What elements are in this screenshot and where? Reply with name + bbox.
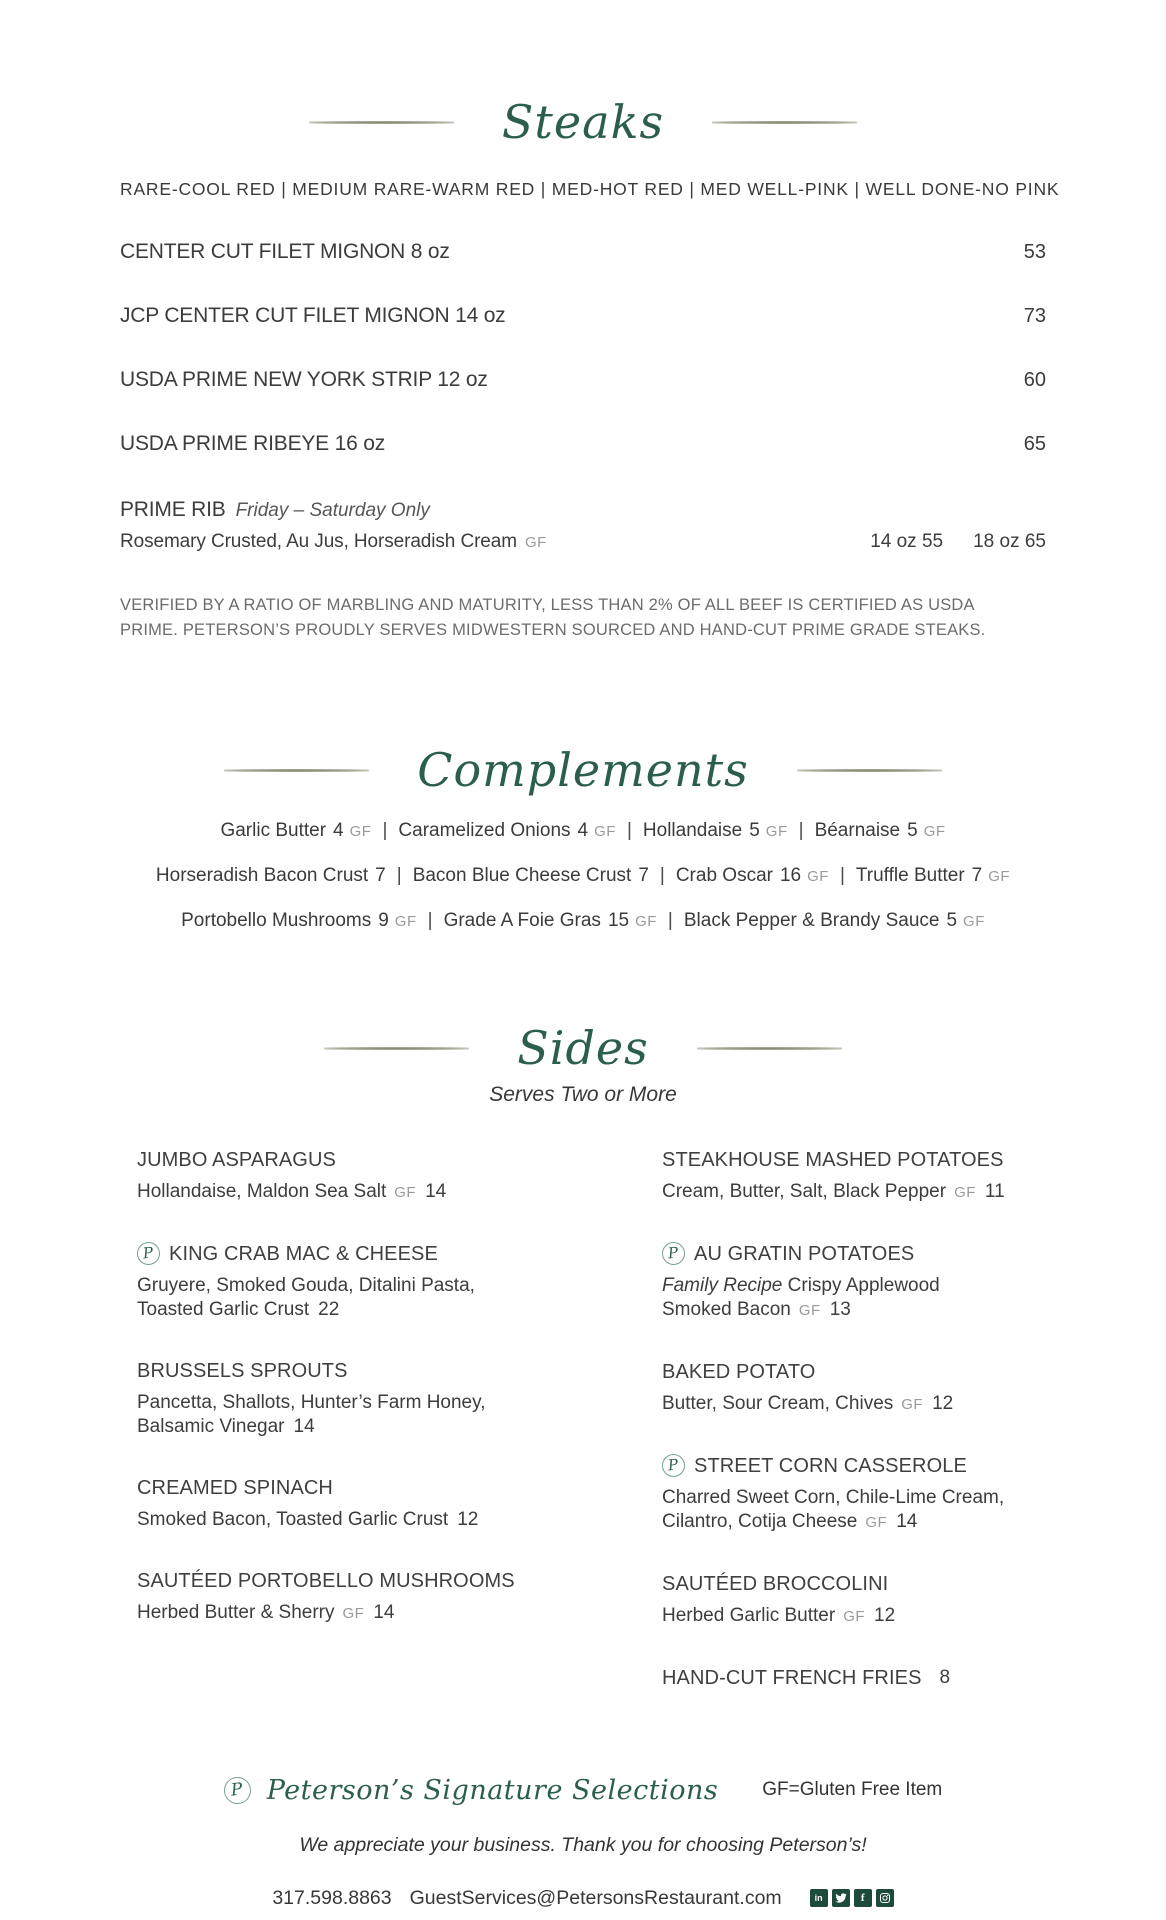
description-text: Hollandaise, Maldon Sea Salt	[137, 1180, 387, 1202]
side-description	[137, 1274, 662, 1322]
side-item	[662, 1147, 1086, 1205]
complements-line	[0, 864, 1166, 889]
side-price: 14	[425, 1180, 447, 1202]
twitter-icon[interactable]	[832, 1889, 850, 1907]
steak-price: 73	[1023, 304, 1046, 327]
prime-rib-name-row	[120, 498, 1046, 522]
steak-item	[120, 432, 1046, 456]
steak-price: 53	[1023, 240, 1046, 263]
sides-grid	[0, 1147, 1166, 1727]
twitter-bird-glyph	[835, 1892, 847, 1904]
signature-selections-label: Peterson’s Signature Selections	[266, 1774, 719, 1806]
sides-right-column	[662, 1147, 1086, 1727]
gluten-free-tag: GF	[798, 1301, 821, 1319]
steak-name: USDA PRIME NEW YORK STRIP 12 oz	[120, 367, 488, 391]
gluten-free-tag: GF	[865, 1513, 888, 1531]
footer	[0, 1775, 1166, 1910]
complements-heading	[0, 744, 1166, 797]
side-price: 22	[318, 1298, 340, 1320]
complement-price: 16	[779, 864, 802, 886]
steak-price: 60	[1023, 368, 1046, 391]
description-text: Butter, Sour Cream, Chives	[662, 1392, 894, 1414]
prime-rib-desc-row	[120, 531, 1046, 553]
side-price: 11	[984, 1180, 1005, 1202]
side-price: 13	[829, 1298, 851, 1320]
gluten-free-tag: GF	[349, 822, 372, 840]
facebook-glyph: f	[860, 1891, 865, 1904]
complements-line	[0, 909, 1166, 934]
usda-disclaimer: VERIFIED BY A RATIO OF MARBLING AND MATURITY, LESS THAN 2% OF ALL BEEF IS CERTIFIED AS USDA PRIME. PETERSON’S PROUDLY SERVES MIDWESTERN SOURCED AND HAND-CUT PRIME GRADE STEAKS.	[120, 595, 986, 640]
description-text: Cilantro, Cotija Cheese	[662, 1510, 858, 1532]
side-price: 14	[373, 1601, 395, 1623]
gf-legend: GF=Gluten Free Item	[762, 1779, 943, 1801]
complement-name: Crab Oscar	[675, 864, 773, 886]
linkedin-glyph: in	[814, 1892, 823, 1903]
complement-price: 4	[577, 819, 589, 841]
price-18oz: 18 oz 65	[973, 530, 1046, 552]
steak-list	[120, 240, 1046, 456]
complement-name: Grade A Foie Gras	[443, 909, 601, 931]
complements-line	[0, 819, 1166, 844]
description-text: Crispy Applewood	[787, 1274, 940, 1296]
steak-name: USDA PRIME RIBEYE 16 oz	[120, 431, 385, 455]
complement-price: 7	[638, 864, 649, 886]
complement-price: 7	[971, 864, 983, 886]
prime-rib-prices	[870, 531, 1046, 553]
thank-you-message: We appreciate your business. Thank you for choosing Peterson’s!	[299, 1833, 867, 1856]
sides-title: Sides	[517, 1020, 649, 1075]
description-text: Balsamic Vinegar	[137, 1415, 285, 1437]
steak-name: JCP CENTER CUT FILET MIGNON 14 oz	[120, 303, 506, 327]
complement-item	[444, 910, 657, 931]
sides-subtitle: Serves Two or More	[489, 1082, 677, 1106]
side-price: 8	[939, 1666, 951, 1688]
signature-selection-icon	[224, 1777, 251, 1804]
gluten-free-tag: GF	[923, 822, 946, 840]
availability-note: Friday – Saturday Only	[235, 499, 430, 521]
side-name: STEAKHOUSE MASHED POTATOES	[662, 1148, 1004, 1171]
signature-legend-row	[0, 1775, 1166, 1806]
side-item	[662, 1665, 1086, 1691]
side-description	[662, 1180, 1086, 1205]
separator: |	[667, 909, 673, 931]
side-name: CREAMED SPINACH	[137, 1476, 333, 1499]
description-text: Smoked Bacon	[662, 1298, 791, 1320]
side-description	[662, 1392, 1086, 1417]
prime-rib-description	[120, 531, 547, 553]
gluten-free-tag: GF	[901, 1395, 924, 1413]
side-item	[137, 1147, 662, 1205]
complement-name: Horseradish Bacon Crust	[155, 864, 369, 886]
signature-selection-icon	[662, 1242, 685, 1265]
complement-name: Hollandaise	[642, 819, 743, 841]
separator: |	[839, 864, 845, 886]
side-name: AU GRATIN POTATOES	[694, 1242, 915, 1265]
signature-selection-icon	[662, 1454, 685, 1477]
complement-name: Garlic Butter	[220, 819, 327, 841]
side-description	[137, 1508, 662, 1532]
complements-section	[0, 744, 1166, 934]
prime-rib-item	[120, 498, 1046, 553]
complement-item	[856, 865, 1010, 886]
decorative-line-right	[712, 121, 857, 124]
side-name: BRUSSELS SPROUTS	[137, 1359, 348, 1382]
separator: |	[396, 864, 402, 886]
description-text: Gruyere, Smoked Gouda, Ditalini Pasta,	[137, 1274, 475, 1296]
complements-title: Complements	[417, 743, 749, 798]
decorative-line-right	[697, 1047, 842, 1050]
price-14oz: 14 oz 55	[870, 530, 944, 552]
complement-price: 5	[907, 819, 918, 841]
gluten-free-tag: GF	[807, 867, 829, 885]
side-item	[662, 1571, 1086, 1629]
complement-item	[815, 820, 946, 841]
complement-price: 5	[749, 819, 760, 841]
temperature-guide: RARE-COOL RED | MEDIUM RARE-WARM RED | MED-HOT RED | MED WELL-PINK | WELL DONE-NO PINK	[120, 178, 1060, 199]
side-item	[662, 1241, 1086, 1323]
description-italic: Family Recipe	[662, 1274, 783, 1296]
steak-item	[120, 368, 1046, 392]
complement-item	[398, 820, 616, 841]
side-price: 12	[457, 1508, 479, 1530]
signature-glyph: P	[142, 1243, 155, 1263]
sides-left-column	[137, 1147, 662, 1727]
gluten-free-tag: GF	[843, 1607, 866, 1625]
signature-glyph: P	[667, 1455, 680, 1475]
signature-glyph: P	[230, 1779, 244, 1801]
steak-item	[120, 240, 1046, 264]
instagram-camera-glyph	[879, 1892, 891, 1904]
complement-item	[643, 820, 788, 841]
gluten-free-tag: GF	[594, 822, 616, 840]
side-name: SAUTÉED BROCCOLINI	[662, 1572, 889, 1595]
instagram-icon[interactable]	[876, 1889, 894, 1907]
side-item	[662, 1359, 1086, 1417]
description-text: Herbed Butter & Sherry	[137, 1601, 335, 1623]
separator: |	[798, 819, 804, 841]
complement-name: Caramelized Onions	[398, 819, 571, 841]
steaks-heading	[0, 96, 1166, 149]
gluten-free-tag: GF	[954, 1183, 976, 1201]
side-price: 14	[293, 1415, 315, 1437]
side-name: STREET CORN CASSEROLE	[694, 1454, 967, 1477]
description-text: Herbed Garlic Butter	[662, 1604, 836, 1626]
side-item	[137, 1358, 662, 1439]
side-description	[662, 1486, 1086, 1535]
decorative-line-left	[309, 121, 454, 124]
complement-price: 7	[375, 864, 386, 886]
separator: |	[626, 819, 632, 841]
side-description	[662, 1604, 1086, 1629]
facebook-icon[interactable]	[854, 1889, 872, 1907]
complement-name: Black Pepper & Brandy Sauce	[683, 909, 940, 931]
contact-row	[0, 1887, 1166, 1910]
complement-name: Truffle Butter	[855, 864, 965, 886]
description-text: Toasted Garlic Crust	[137, 1298, 310, 1320]
complement-name: Portobello Mushrooms	[181, 909, 372, 931]
complement-name: Bacon Blue Cheese Crust	[412, 864, 632, 886]
side-name: BAKED POTATO	[662, 1360, 816, 1383]
description-text: Charred Sweet Corn, Chile-Lime Cream,	[662, 1486, 1005, 1508]
steak-price: 65	[1023, 432, 1046, 455]
complement-price: 4	[333, 819, 344, 841]
complement-price: 15	[607, 909, 630, 931]
steak-name: PRIME RIB	[120, 497, 226, 521]
gluten-free-tag: GF	[635, 912, 657, 930]
sides-section	[0, 1022, 1166, 1727]
separator: |	[427, 909, 433, 931]
complement-price: 5	[946, 909, 958, 931]
sides-heading	[0, 1022, 1166, 1075]
side-description	[137, 1391, 662, 1439]
complement-item	[181, 910, 417, 931]
complement-item	[413, 865, 649, 886]
gluten-free-tag: GF	[524, 533, 547, 551]
steak-name: CENTER CUT FILET MIGNON 8 oz	[120, 239, 450, 263]
side-name: JUMBO ASPARAGUS	[137, 1148, 336, 1171]
description-text: Rosemary Crusted, Au Jus, Horseradish Cream	[120, 530, 517, 552]
complements-list	[0, 819, 1166, 934]
side-item	[662, 1453, 1086, 1535]
side-price: 14	[896, 1510, 918, 1532]
description-text: Cream, Butter, Salt, Black Pepper	[662, 1180, 947, 1202]
description-text: Pancetta, Shallots, Hunter’s Farm Honey,	[137, 1391, 486, 1413]
description-text: Smoked Bacon, Toasted Garlic Crust	[137, 1508, 449, 1530]
side-description	[137, 1180, 662, 1205]
gluten-free-tag: GF	[342, 1604, 365, 1622]
gluten-free-tag: GF	[988, 867, 1011, 885]
side-price: 12	[874, 1604, 896, 1626]
complement-item	[220, 820, 371, 841]
complement-item	[676, 865, 829, 886]
separator: |	[382, 819, 388, 841]
signature-glyph: P	[667, 1243, 680, 1263]
steaks-title: Steaks	[501, 95, 665, 149]
linkedin-icon[interactable]	[810, 1889, 828, 1907]
side-item	[137, 1241, 662, 1322]
gluten-free-tag: GF	[765, 822, 788, 840]
complement-item	[156, 865, 386, 886]
separator: |	[659, 864, 665, 886]
complement-name: Béarnaise	[814, 819, 901, 841]
decorative-line-left	[224, 769, 369, 772]
side-item	[137, 1568, 662, 1626]
complement-price: 9	[378, 909, 389, 931]
side-description	[662, 1274, 1086, 1323]
gluten-free-tag: GF	[394, 1183, 417, 1201]
complement-item	[684, 910, 985, 931]
gluten-free-tag: GF	[394, 912, 417, 930]
signature-selection-icon	[137, 1242, 160, 1265]
decorative-line-left	[324, 1047, 469, 1050]
gluten-free-tag: GF	[963, 912, 985, 930]
side-item	[137, 1475, 662, 1532]
side-name: HAND-CUT FRENCH FRIES	[662, 1666, 922, 1689]
steak-item	[120, 304, 1046, 328]
decorative-line-right	[797, 769, 942, 772]
side-name: KING CRAB MAC & CHEESE	[169, 1242, 438, 1265]
steaks-section	[0, 0, 1166, 644]
side-price: 12	[932, 1392, 954, 1414]
phone-number: 317.598.8863	[272, 1886, 392, 1909]
side-name: SAUTÉED PORTOBELLO MUSHROOMS	[137, 1569, 515, 1592]
side-description	[137, 1601, 662, 1626]
social-icons	[810, 1889, 894, 1907]
email-address[interactable]: GuestServices@PetersonsRestaurant.com	[409, 1886, 782, 1909]
